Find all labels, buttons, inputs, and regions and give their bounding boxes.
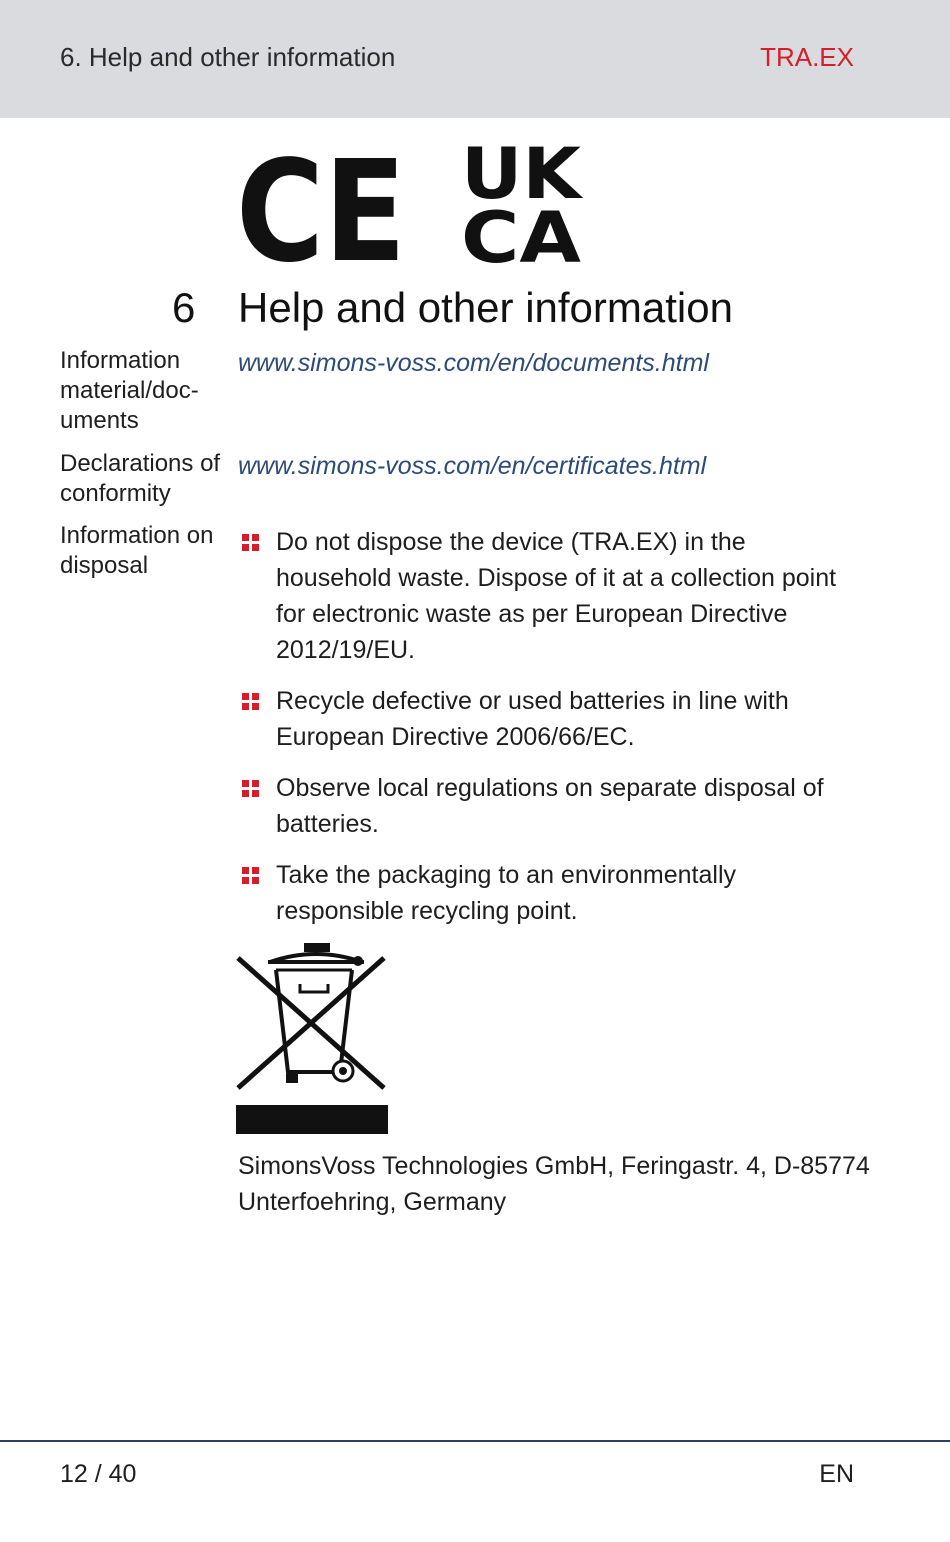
page-header <box>0 0 950 118</box>
chapter-title: Help and other information <box>238 284 733 331</box>
list-item-text: Take the packaging to an environmentally responsible recycling point. <box>276 861 737 925</box>
header-product-name: TRA.EX <box>760 42 854 72</box>
list-item-text: Do not dispose the device (TRA.EX) in the household waste. Dispose of it at a collection point for electronic waste as per European Directive 2012/19/EU. <box>276 528 837 664</box>
bullet-icon <box>242 780 260 798</box>
ce-mark: CE <box>236 140 406 265</box>
certificates-link[interactable]: www.simons-voss.com/en/certificates.html <box>238 452 707 480</box>
documents-link[interactable]: www.simons-voss.com/en/documents.html <box>238 349 709 377</box>
ce-ukca-marks <box>236 140 586 265</box>
bullet-icon <box>242 534 260 552</box>
disposal-list <box>242 524 862 944</box>
disposal-label: Information on disposal <box>60 522 214 579</box>
language-code: EN <box>819 1460 854 1488</box>
list-item <box>242 524 862 668</box>
conformity-label: Declarations of conformity <box>60 450 221 507</box>
list-item <box>242 770 862 842</box>
ukca-mark-line2: CA <box>461 197 581 265</box>
header-section-title: 6. Help and other information <box>60 42 396 72</box>
ukca-mark-line1: UK <box>461 140 584 215</box>
crossed-out-bin-icon <box>236 940 388 1134</box>
bullet-icon <box>242 867 260 885</box>
company-address: SimonsVoss Technologies GmbH, Feringastr. 4, D-85774 Unterfoehring, Germany <box>238 1152 870 1216</box>
documents-label: Information material/doc-uments <box>60 347 199 434</box>
page-number: 12 / 40 <box>60 1460 137 1488</box>
bullet-icon <box>242 693 260 711</box>
list-item <box>242 857 862 929</box>
list-item-text: Recycle defective or used batteries in line with European Directive 2006/66/EC. <box>276 687 789 751</box>
list-item <box>242 683 862 755</box>
chapter-number: 6 <box>172 284 196 331</box>
footer-divider <box>0 1440 950 1442</box>
list-item-text: Observe local regulations on separate disposal of batteries. <box>276 774 824 838</box>
